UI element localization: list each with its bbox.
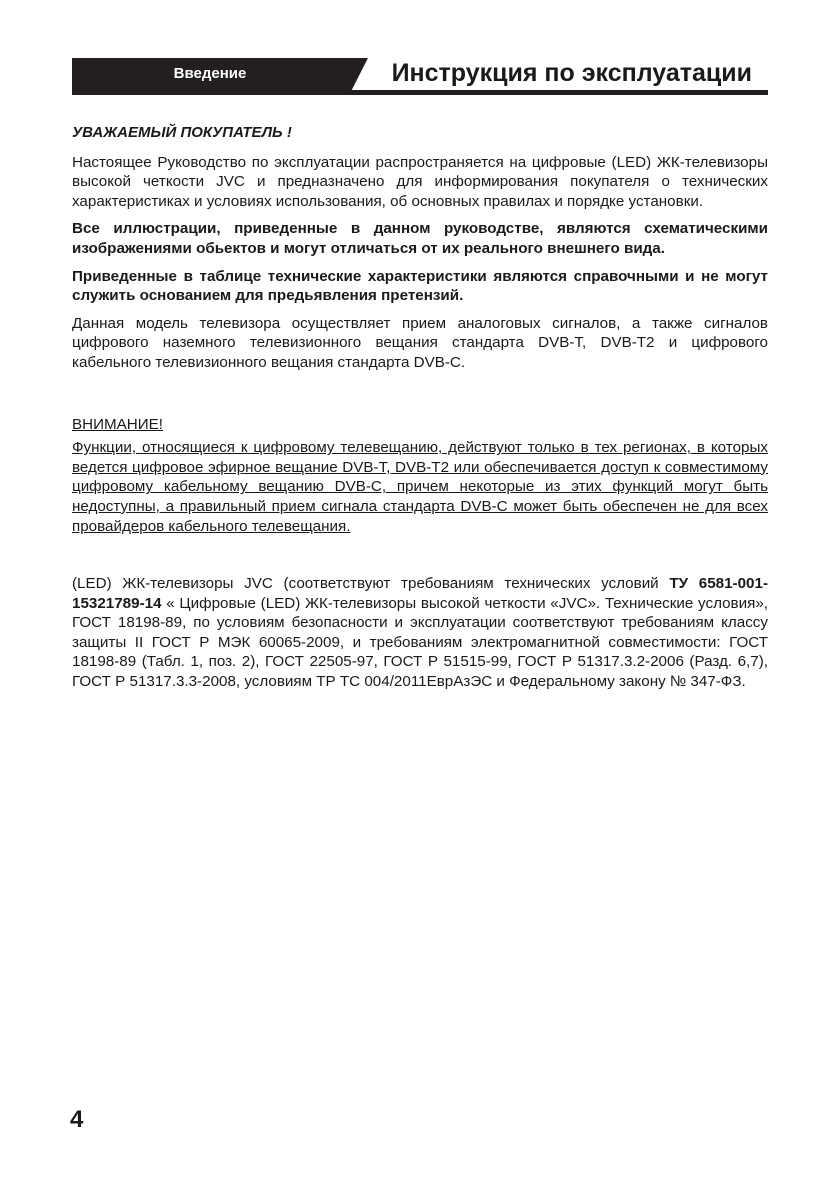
tu-code: ТУ 6581-001-15321789-14 bbox=[72, 575, 769, 612]
compliance-paragraph bbox=[72, 574, 768, 692]
section-label: Введение bbox=[173, 65, 247, 82]
warning-text: Функции, относящиеся к цифровому телевещанию, действуют только в тех регионах, в которых ведется цифровое эфирное вещание DVB-T, DVB-T2 или обеспечивается доступ к совместимому цифровому кабельному вещанию DVB-C, причем некоторые из этих функций могут быть недоступны, а правильный прием сигнала стандарта DVB-C может быть обеспечен не для всех провайдеров кабельного телевещания. bbox=[72, 439, 768, 535]
page-header bbox=[72, 58, 768, 96]
header-rule bbox=[72, 90, 768, 95]
illustrations-note: Все иллюстрации, приведенные в данном руководстве, являются схематическими изображениями обьектов и могут отличаться от их реального внешнего вида. bbox=[72, 220, 768, 257]
compliance-text-after: « Цифровые (LED) ЖК-телевизоры высокой четкости «JVC». Технические условия», ГОСТ 18198-89, по условиям безопасности и эксплуатации соответствуют требованиям классу защиты II ГОСТ Р МЭК 60065-2009, и требованиям электромагнитной совместимости: ГОСТ 18198-89 (Табл. 1, поз. 2), ГОСТ 22505-97, ГОСТ Р 51515-99, ГОСТ Р 51317.3.2-2006 (Разд. 6,7), ГОСТ Р 51317.3.3-2008, условиям ТР ТС 004/2011ЕврАзЭС и Федеральному закону № 347-ФЗ. bbox=[72, 594, 768, 691]
compliance-text-before: (LED) ЖК-телевизоры JVC (соответствуют требованиям технических условий bbox=[72, 575, 670, 593]
warning-title: ВНИМАНИЕ! bbox=[72, 415, 164, 433]
page-title: Инструкция по эксплуатации bbox=[391, 59, 752, 87]
page-content bbox=[72, 123, 768, 692]
specs-note: Приведенные в таблице технические характеристики являются справочными и не могут служить основанием для предьявления претензий. bbox=[72, 267, 768, 305]
page-number: 4 bbox=[70, 1106, 84, 1133]
intro-paragraph: Настоящее Руководство по эксплуатации распространяется на цифровые (LED) ЖК-телевизоры высокой четкости JVC и предназначено для информирования покупателя о технических характеристиках и условиях использования, об основных правилах и порядке установки. bbox=[72, 153, 768, 210]
greeting-heading: УВАЖАЕМЫЙ ПОКУПАТЕЛЬ ! bbox=[72, 124, 292, 141]
reception-paragraph: Данная модель телевизора осуществляет прием аналоговых сигналов, а также сигналов цифрового наземного телевизионного вещания стандарта DVB-T, DVB-T2 и цифрового кабельного телевизионного вещания стандарта DVB-C. bbox=[72, 314, 768, 371]
